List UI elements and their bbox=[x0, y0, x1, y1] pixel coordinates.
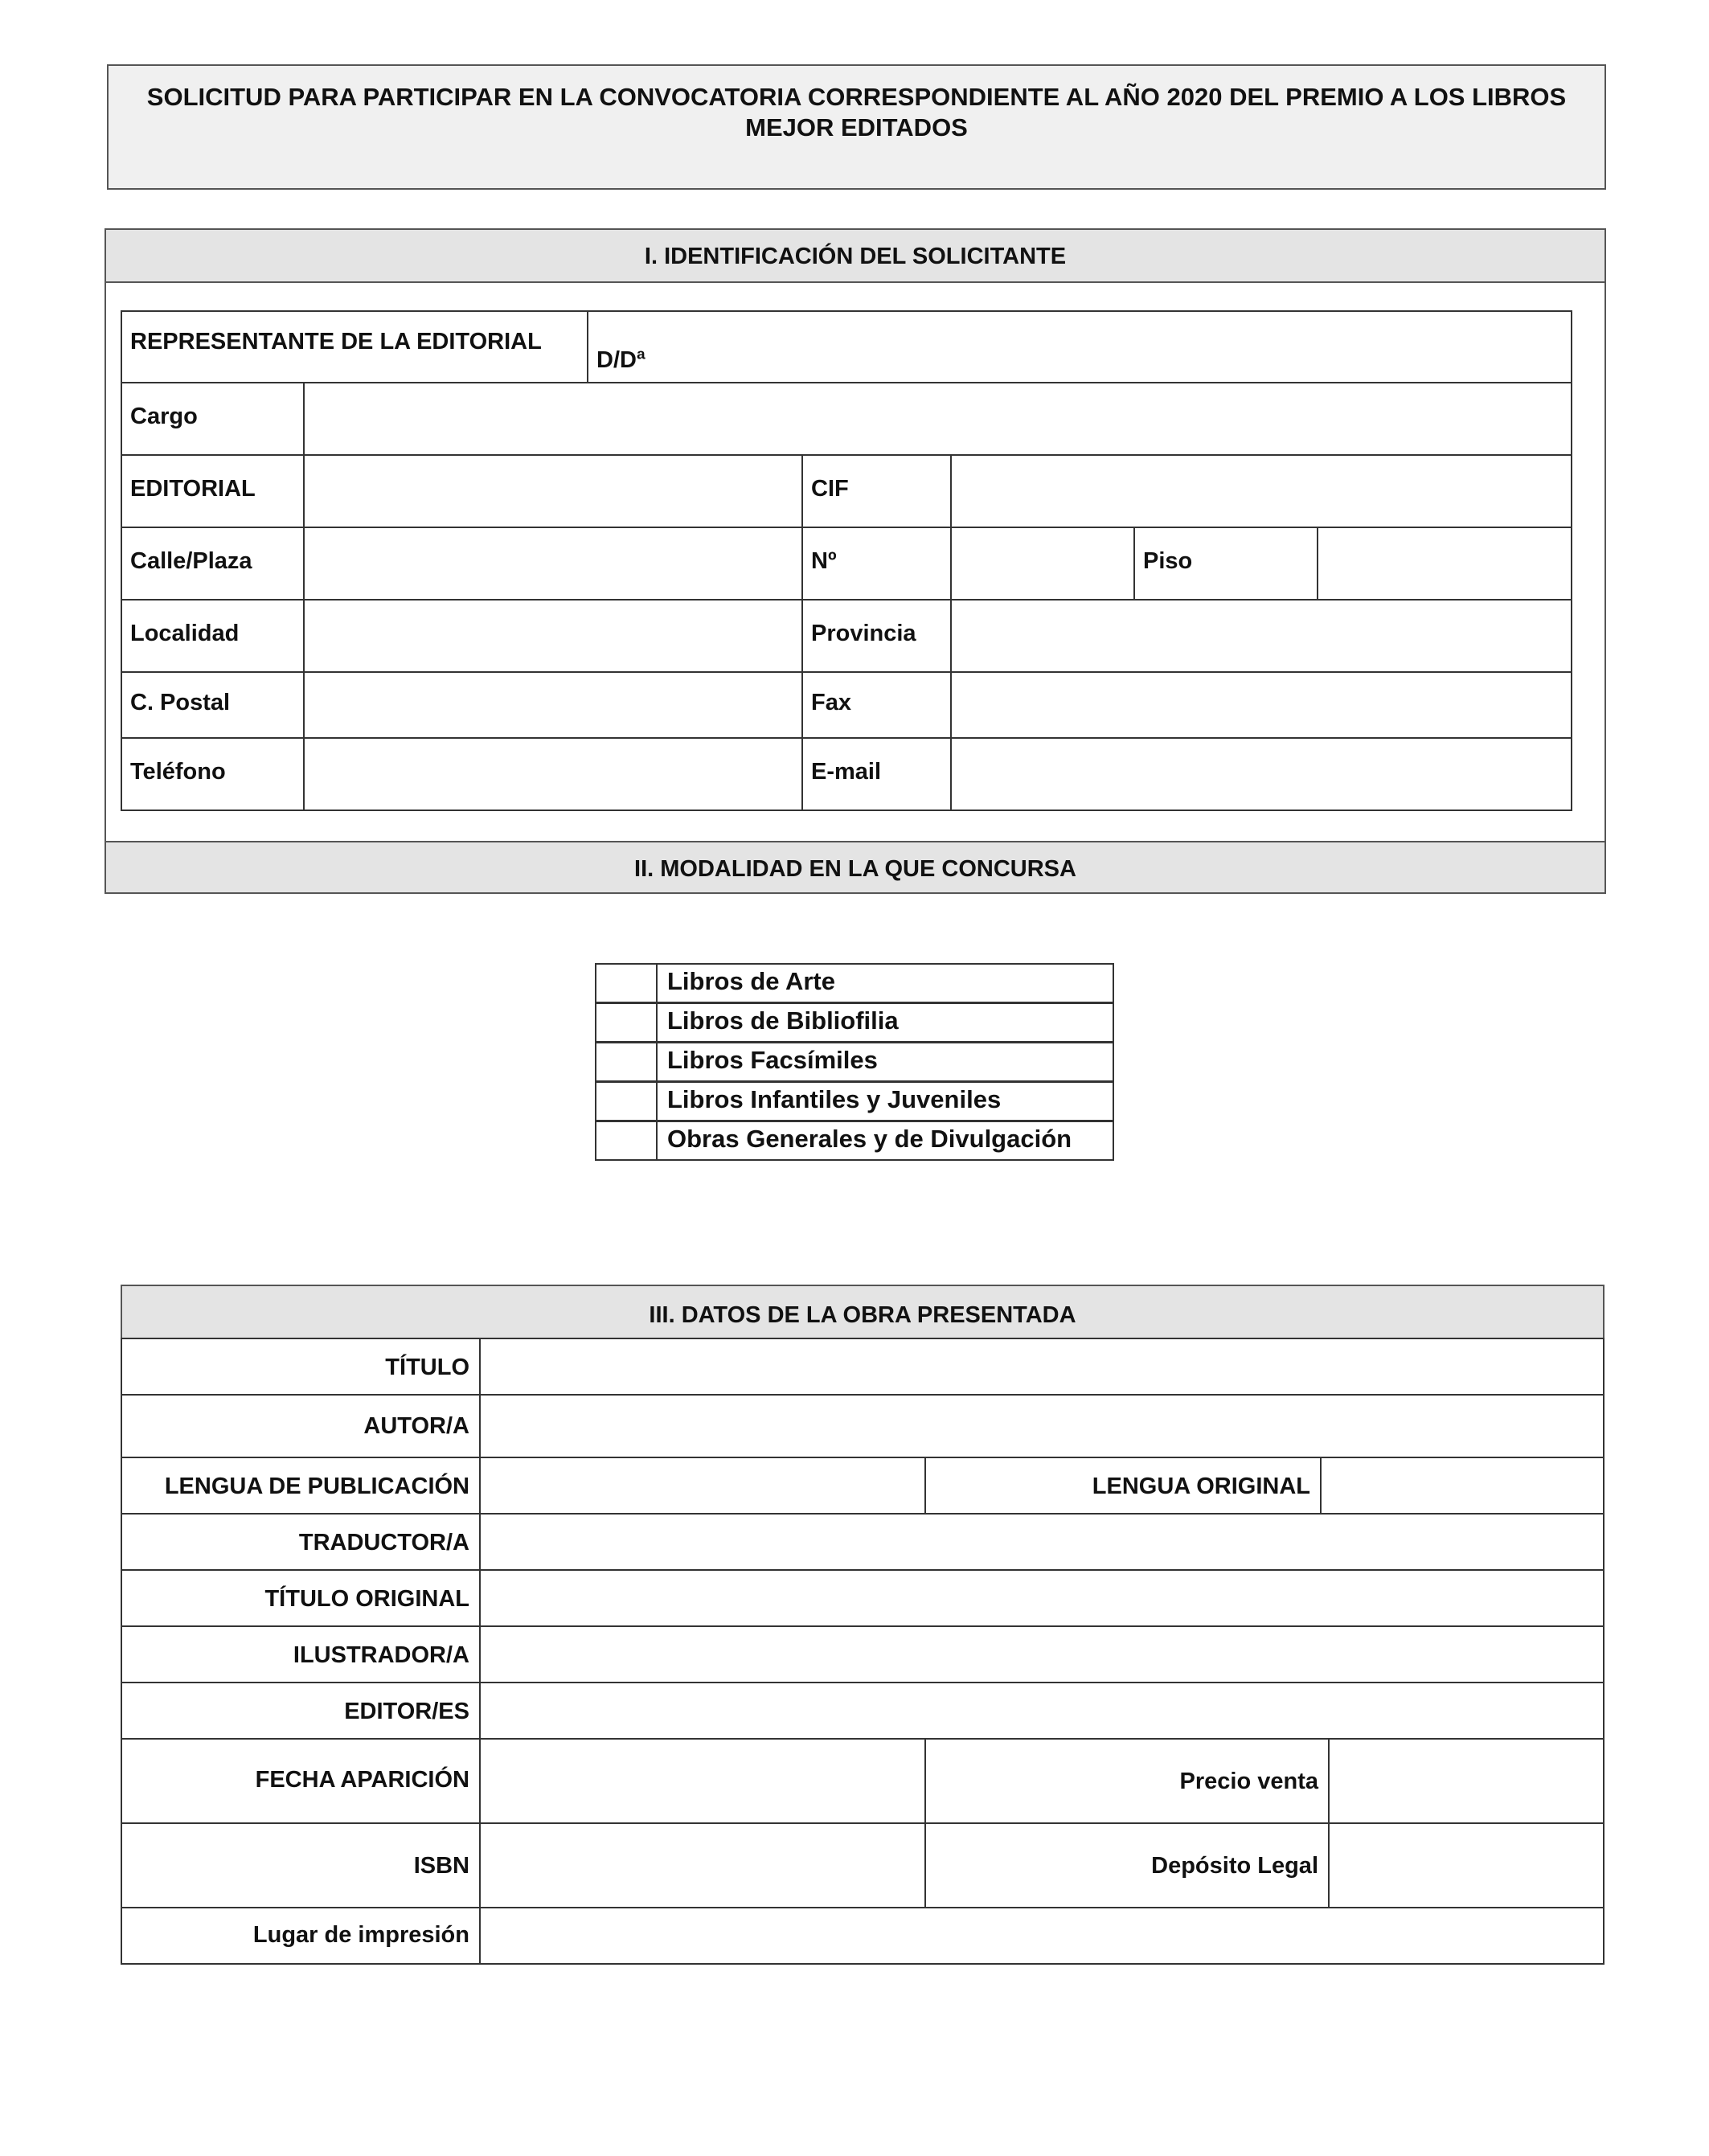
solicitante-grid bbox=[121, 310, 1572, 809]
fax-field[interactable] bbox=[950, 671, 1572, 739]
ilustrador-label: ILUSTRADOR/A bbox=[121, 1625, 481, 1683]
editor-label: EDITOR/ES bbox=[121, 1682, 481, 1740]
cpostal-field[interactable] bbox=[303, 671, 803, 739]
editor-field[interactable] bbox=[479, 1682, 1604, 1740]
autor-field[interactable] bbox=[479, 1394, 1604, 1458]
representante-field[interactable] bbox=[587, 310, 1572, 383]
titulo-original-label: TÍTULO ORIGINAL bbox=[121, 1569, 481, 1627]
modalidad-checkbox[interactable] bbox=[595, 963, 658, 1003]
fecha-aparicion-field[interactable] bbox=[479, 1738, 926, 1824]
modalidad-options bbox=[595, 963, 1114, 1160]
section-identificacion-header: I. IDENTIFICACIÓN DEL SOLICITANTE bbox=[106, 230, 1604, 283]
modalidad-label: Libros de Bibliofilia bbox=[656, 1002, 1114, 1043]
modalidad-checkbox[interactable] bbox=[595, 1002, 658, 1043]
modalidad-option bbox=[595, 963, 1114, 1002]
representante-label: REPRESENTANTE DE LA EDITORIAL bbox=[121, 310, 588, 383]
localidad-field[interactable] bbox=[303, 599, 803, 673]
lugar-impresion-field[interactable] bbox=[479, 1907, 1604, 1965]
titulo-label: TÍTULO bbox=[121, 1338, 481, 1396]
autor-label: AUTOR/A bbox=[121, 1394, 481, 1458]
cpostal-label: C. Postal bbox=[121, 671, 305, 739]
fax-label: Fax bbox=[801, 671, 952, 739]
traductor-field[interactable] bbox=[479, 1513, 1604, 1571]
editorial-field[interactable] bbox=[303, 454, 803, 528]
modalidad-checkbox[interactable] bbox=[595, 1121, 658, 1161]
dd-label: D/Dª bbox=[596, 347, 645, 373]
telefono-label: Teléfono bbox=[121, 737, 305, 811]
calle-field[interactable] bbox=[303, 527, 803, 600]
precio-venta-label: Precio venta bbox=[924, 1738, 1330, 1824]
cargo-label: Cargo bbox=[121, 382, 305, 456]
modalidad-label: Libros Facsímiles bbox=[656, 1042, 1114, 1082]
modalidad-label: Libros de Arte bbox=[656, 963, 1114, 1003]
lengua-publicacion-label: LENGUA DE PUBLICACIÓN bbox=[121, 1457, 481, 1515]
section-identificacion bbox=[105, 228, 1606, 894]
provincia-field[interactable] bbox=[950, 599, 1572, 673]
modalidad-checkbox[interactable] bbox=[595, 1081, 658, 1121]
localidad-label: Localidad bbox=[121, 599, 305, 673]
lengua-original-label: LENGUA ORIGINAL bbox=[924, 1457, 1322, 1515]
piso-label: Piso bbox=[1133, 527, 1318, 600]
lengua-publicacion-field[interactable] bbox=[479, 1457, 926, 1515]
section-datos-obra bbox=[121, 1285, 1604, 1966]
modalidad-option bbox=[595, 1121, 1114, 1160]
isbn-field[interactable] bbox=[479, 1822, 926, 1908]
modalidad-label: Obras Generales y de Divulgación bbox=[656, 1121, 1114, 1161]
titulo-field[interactable] bbox=[479, 1338, 1604, 1396]
ilustrador-field[interactable] bbox=[479, 1625, 1604, 1683]
lugar-impresion-label: Lugar de impresión bbox=[121, 1907, 481, 1965]
isbn-label: ISBN bbox=[121, 1822, 481, 1908]
deposito-legal-field[interactable] bbox=[1328, 1822, 1604, 1908]
cargo-field[interactable] bbox=[303, 382, 1572, 456]
calle-label: Calle/Plaza bbox=[121, 527, 305, 600]
precio-venta-field[interactable] bbox=[1328, 1738, 1604, 1824]
modalidad-checkbox[interactable] bbox=[595, 1042, 658, 1082]
modalidad-option bbox=[595, 1042, 1114, 1081]
cif-label: CIF bbox=[801, 454, 952, 528]
titulo-original-field[interactable] bbox=[479, 1569, 1604, 1627]
modalidad-option bbox=[595, 1081, 1114, 1121]
lengua-original-field[interactable] bbox=[1320, 1457, 1604, 1515]
section-datos-obra-header: III. DATOS DE LA OBRA PRESENTADA bbox=[121, 1285, 1604, 1339]
cif-field[interactable] bbox=[950, 454, 1572, 528]
editorial-label: EDITORIAL bbox=[121, 454, 305, 528]
email-label: E-mail bbox=[801, 737, 952, 811]
form-title: SOLICITUD PARA PARTICIPAR EN LA CONVOCATORIA CORRESPONDIENTE AL AÑO 2020 DEL PREMIO A LOS LIBROS MEJOR EDITADOS bbox=[107, 64, 1606, 190]
numero-label: Nº bbox=[801, 527, 952, 600]
provincia-label: Provincia bbox=[801, 599, 952, 673]
email-field[interactable] bbox=[950, 737, 1572, 811]
traductor-label: TRADUCTOR/A bbox=[121, 1513, 481, 1571]
piso-field[interactable] bbox=[1317, 527, 1572, 600]
fecha-aparicion-label: FECHA APARICIÓN bbox=[121, 1738, 481, 1824]
telefono-field[interactable] bbox=[303, 737, 803, 811]
deposito-legal-label: Depósito Legal bbox=[924, 1822, 1330, 1908]
section-modalidad-header: II. MODALIDAD EN LA QUE CONCURSA bbox=[105, 841, 1606, 894]
modalidad-option bbox=[595, 1002, 1114, 1042]
modalidad-label: Libros Infantiles y Juveniles bbox=[656, 1081, 1114, 1121]
numero-field[interactable] bbox=[950, 527, 1135, 600]
